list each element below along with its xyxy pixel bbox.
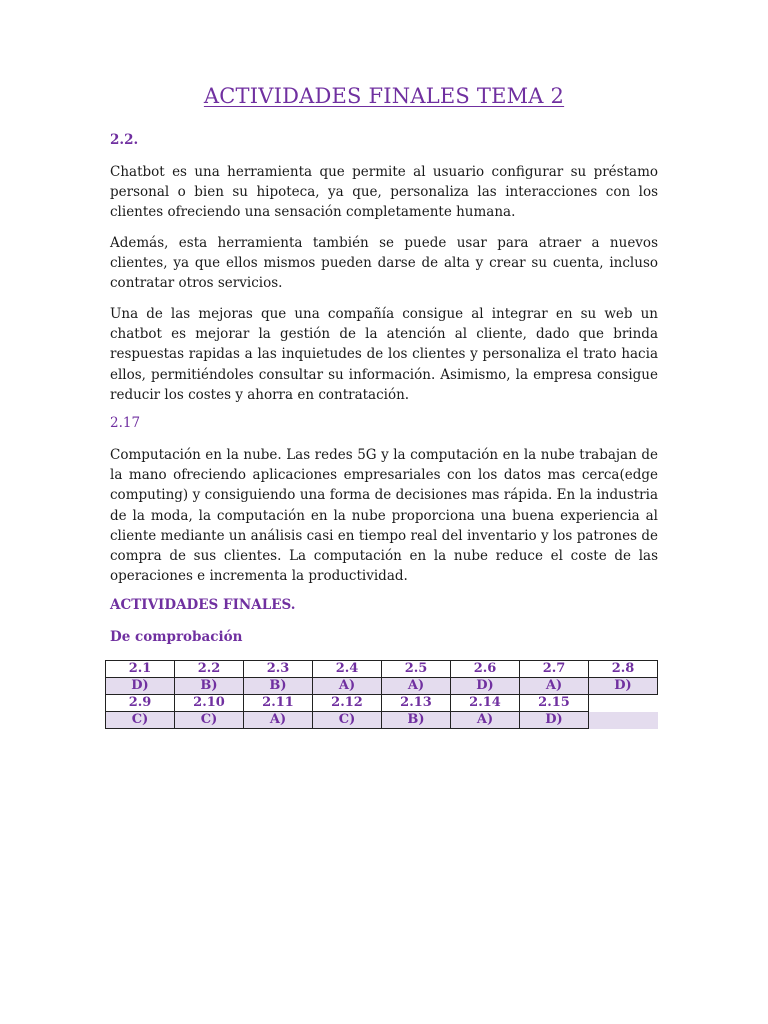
table-cell: 2.6	[451, 661, 520, 678]
table-cell: 2.12	[313, 695, 382, 712]
table-cell-empty	[589, 695, 658, 712]
table-cell: 2.2	[175, 661, 244, 678]
paragraph-chatbot-intro: Chatbot es una herramienta que permite al usuario configurar su préstamo personal o bien su hipoteca, ya que, personaliza las interacciones con los clientes ofreciendo una sensación completamente humana.	[110, 164, 658, 221]
table-cell: 2.5	[382, 661, 451, 678]
check-heading: De comprobación	[110, 629, 243, 645]
table-cell: 2.14	[451, 695, 520, 712]
table-cell: 2.4	[313, 661, 382, 678]
table-cell: 2.10	[175, 695, 244, 712]
table-cell: A)	[451, 712, 520, 729]
table-cell: 2.8	[589, 661, 658, 678]
table-cell: C)	[175, 712, 244, 729]
table-row	[106, 712, 658, 729]
table-cell: 2.13	[382, 695, 451, 712]
table-cell: C)	[106, 712, 175, 729]
table-cell: 2.9	[106, 695, 175, 712]
table-cell: D)	[520, 712, 589, 729]
table-cell: 2.1	[106, 661, 175, 678]
table-cell: D)	[451, 678, 520, 695]
table-cell: B)	[382, 712, 451, 729]
table-cell: A)	[244, 712, 313, 729]
table-cell-empty	[589, 712, 658, 729]
table-cell: A)	[520, 678, 589, 695]
table-cell: 2.7	[520, 661, 589, 678]
section-heading-2-2: 2.2.	[110, 132, 139, 148]
table-cell: 2.3	[244, 661, 313, 678]
page-title: ACTIVIDADES FINALES TEMA 2	[203, 84, 565, 108]
table-cell: D)	[589, 678, 658, 695]
table-cell: C)	[313, 712, 382, 729]
table-cell: 2.15	[520, 695, 589, 712]
table-cell: B)	[175, 678, 244, 695]
table-row	[106, 661, 658, 678]
table-cell: 2.11	[244, 695, 313, 712]
section-heading-2-17: 2.17	[110, 415, 141, 431]
paragraph-chatbot-improvements: Una de las mejoras que una compañía consigue al integrar en su web un chatbot es mejorar la gestión de la atención al cliente, dado que brinda respuestas rapidas a las inquietudes de los clientes y personaliza el trato hacia ellos, permitiéndoles consultar su información. Asimismo, la empresa consigue reducir los costes y ahorra en contratación.	[110, 306, 658, 403]
paragraph-cloud-computing: Computación en la nube. Las redes 5G y la computación en la nube trabajan de la mano ofreciendo aplicaciones empresariales con los datos mas cerca(edge computing) y consiguiendo una forma de decisiones mas rápida. En la industria de la moda, la computación en la nube proporciona una buena experiencia al cliente mediante un análisis casi en tiempo real del inventario y los patrones de compra de sus clientes. La computación en la nube reduce el coste de las operaciones e incrementa la productividad.	[110, 447, 658, 585]
activities-heading: ACTIVIDADES FINALES.	[110, 597, 296, 613]
paragraph-chatbot-new-clients: Además, esta herramienta también se puede usar para atraer a nuevos clientes, ya que ellos mismos pueden darse de alta y crear su cuenta, incluso contratar otros servicios.	[110, 235, 658, 292]
answers-table	[105, 660, 658, 729]
table-cell: B)	[244, 678, 313, 695]
table-cell: A)	[382, 678, 451, 695]
table-row	[106, 695, 658, 712]
table-cell: A)	[313, 678, 382, 695]
table-cell: D)	[106, 678, 175, 695]
table-row	[106, 678, 658, 695]
